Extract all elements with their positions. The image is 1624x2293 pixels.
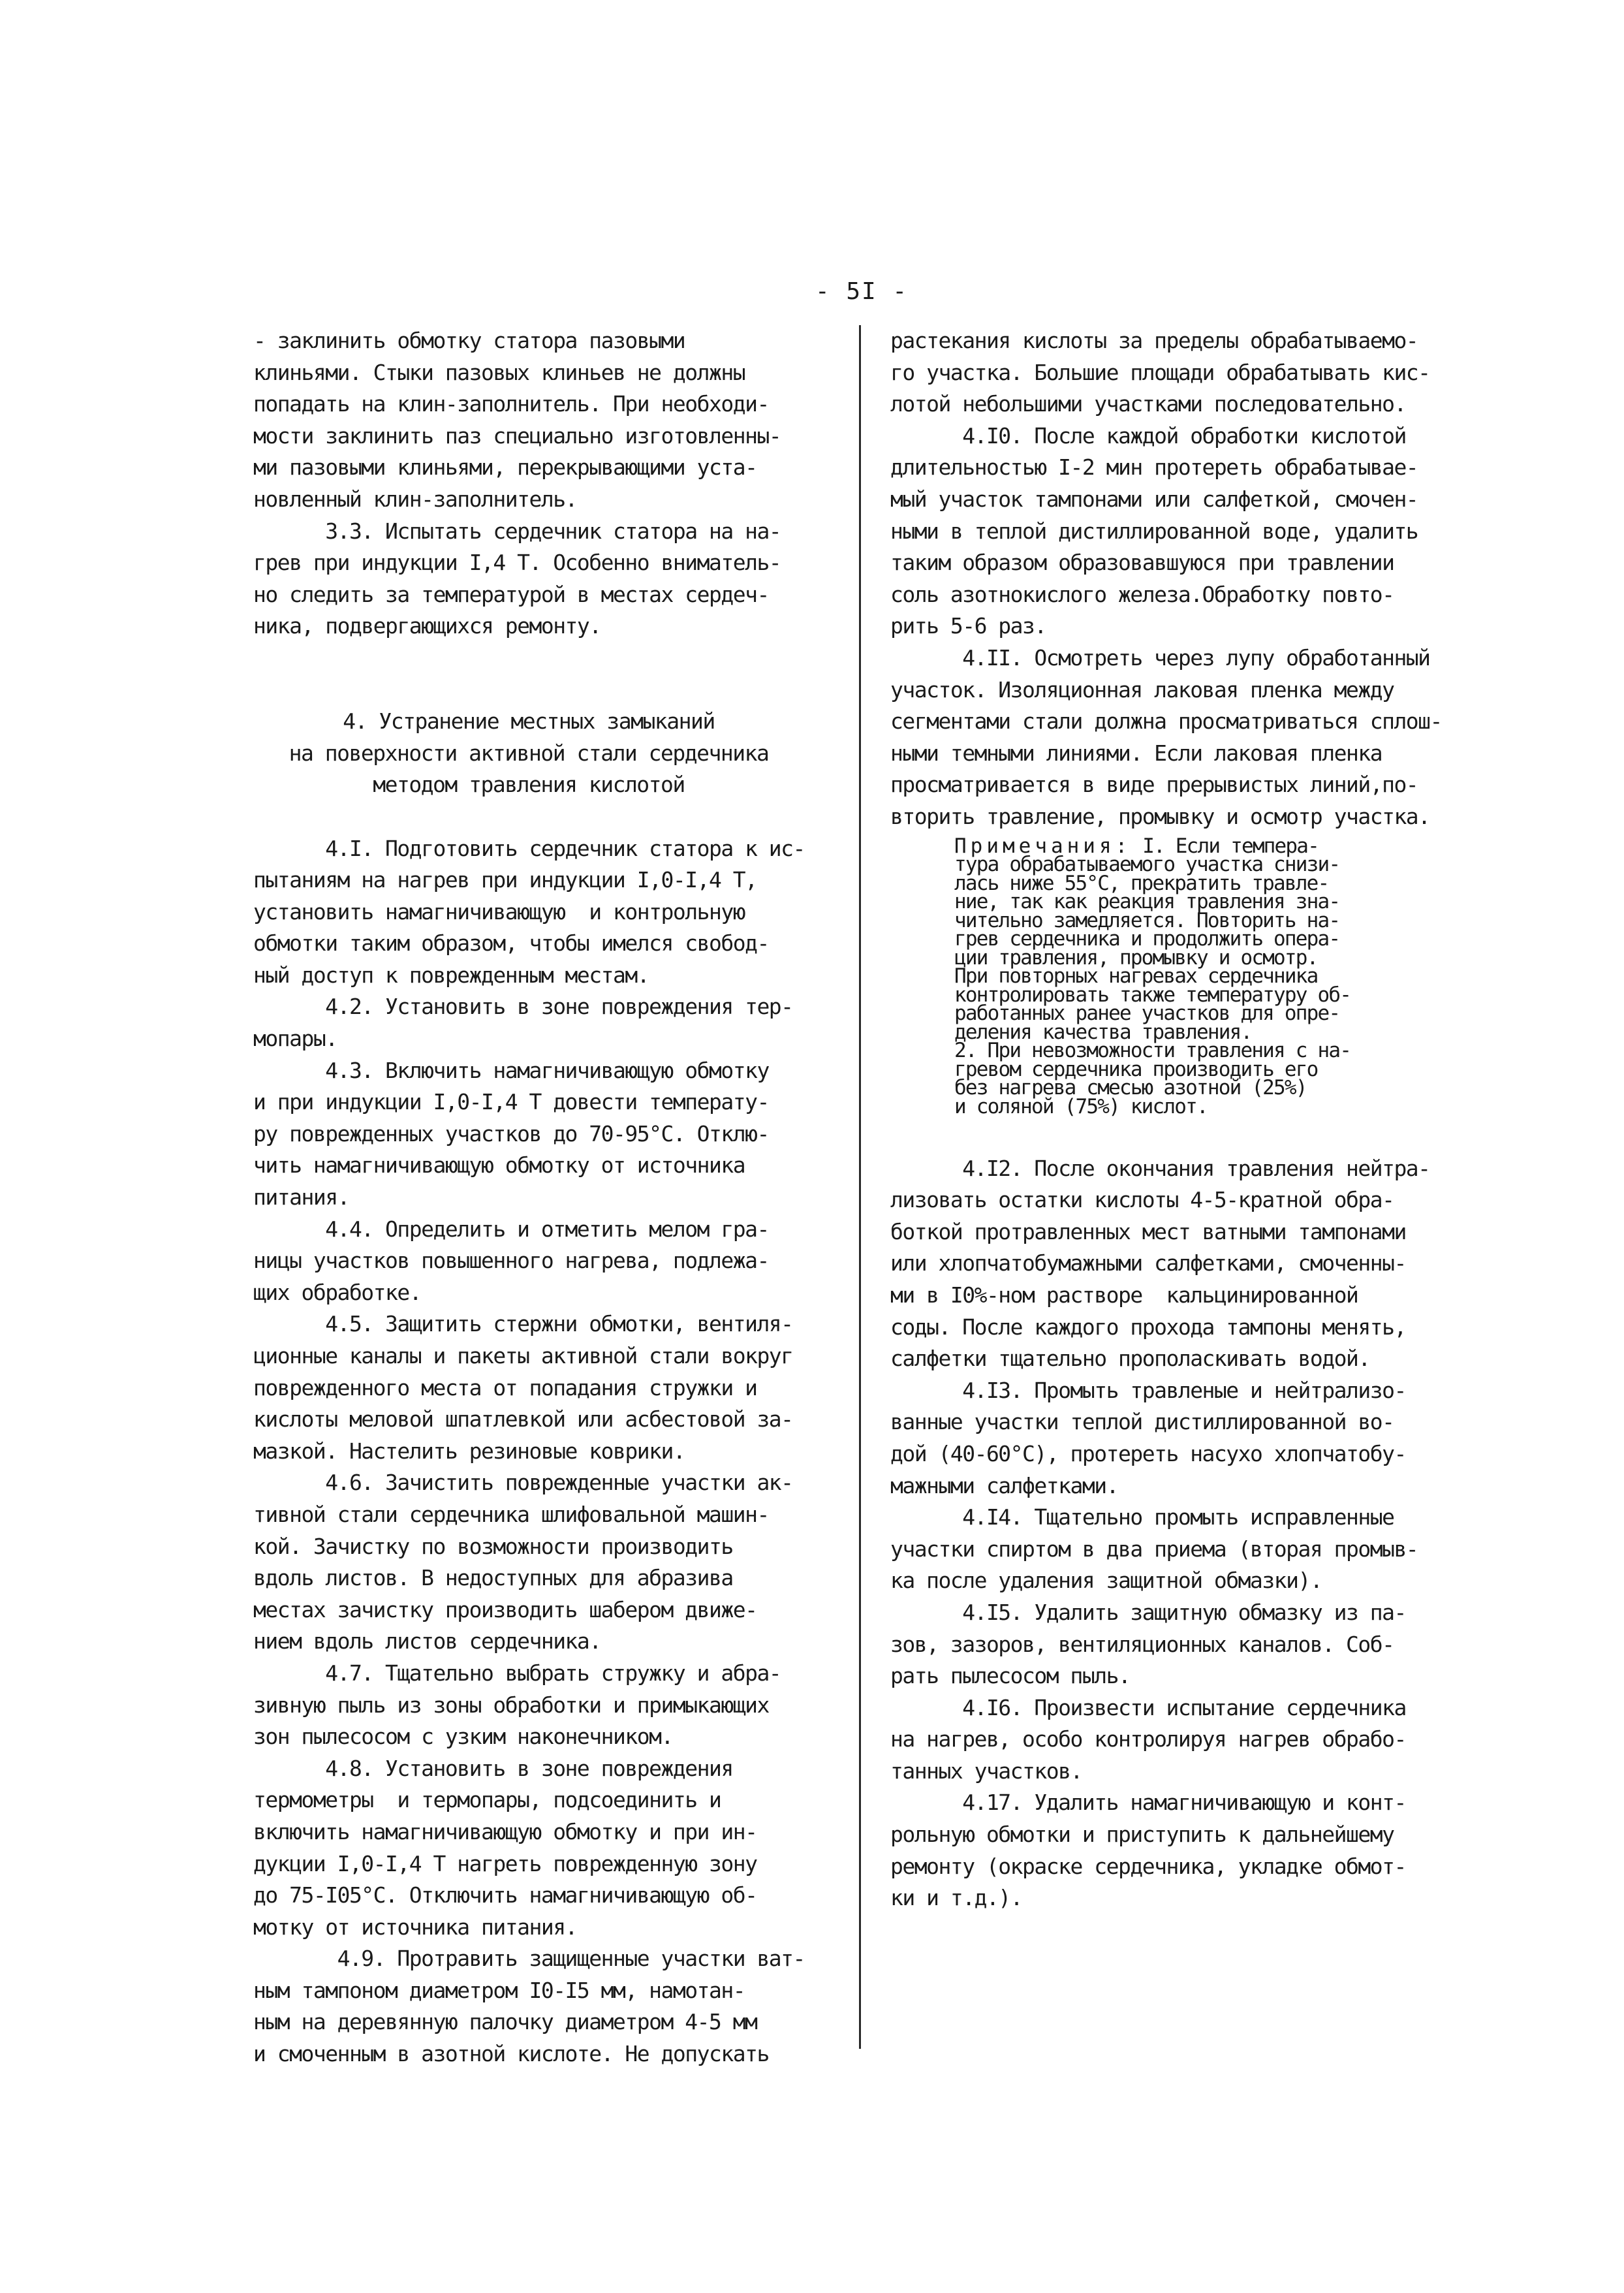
- text-line: клиньями. Стыки пазовых клиньев не должны: [253, 359, 745, 385]
- text-line: нием вдоль листов сердечника.: [253, 1628, 601, 1654]
- spacer: [253, 642, 828, 674]
- text-line: 4.3. Включить намагничивающую обмотку: [253, 1057, 769, 1083]
- paragraph-4-4: [253, 1214, 828, 1309]
- text-line: щих обработке.: [253, 1279, 422, 1305]
- text-line: деления качества травления.: [954, 1020, 1252, 1044]
- text-line: питания.: [253, 1184, 349, 1210]
- text-line: термометры и термопары, подсоединить и: [253, 1787, 721, 1813]
- note-first-line: I. Если темпера-: [1142, 834, 1319, 858]
- text-line: 4.9. Протравить защищенные участки ват-: [253, 1946, 805, 1972]
- text-line: гревом сердечника производить его: [954, 1057, 1318, 1081]
- paragraph-4-15: [890, 1597, 1478, 1692]
- paragraph-4-12: [890, 1153, 1478, 1375]
- text-line: ванные участки теплой дистиллированной во-: [890, 1409, 1394, 1435]
- paragraph-continued: [890, 325, 1478, 420]
- text-line: ка после удаления защитной обмазки).: [890, 1568, 1322, 1594]
- text-line: таким образом образовавшуюся при травлении: [890, 550, 1394, 576]
- text-line: но следить за температурой в местах сердеч-: [253, 581, 769, 607]
- paragraph-4-9: [253, 1943, 828, 2070]
- text-line: ным на деревянную палочку диаметром 4-5 мм: [253, 2009, 757, 2035]
- text-line: ника, подвергающихся ремонту.: [253, 613, 601, 639]
- text-line: мазкой. Настелить резиновые коврики.: [253, 1438, 685, 1464]
- text-line: При повторных нагревах сердечника: [954, 964, 1318, 988]
- text-line: дукции I,0-I,4 Т нагреть поврежденную зону: [253, 1850, 757, 1876]
- text-line: 4.17. Удалить намагничивающую и конт-: [890, 1790, 1406, 1816]
- text-line: грев при индукции I,4 Т. Особенно вниматель-: [253, 550, 781, 576]
- text-line: зон пылесосом с узким наконечником.: [253, 1724, 673, 1750]
- text-line: 4.I6. Произвести испытание сердечника: [890, 1694, 1406, 1720]
- text-line: 4.8. Установить в зоне повреждения: [253, 1755, 733, 1781]
- text-line: попадать на клин-заполнитель. При необходи-: [253, 391, 769, 417]
- text-line: кислоты меловой шпатлевкой или асбестовой за-: [253, 1406, 793, 1432]
- text-line: грев сердечника и продолжить опера-: [954, 927, 1340, 951]
- text-line: пытаниям на нагрев при индукции I,0-I,4 Т,: [253, 867, 757, 893]
- text-line: длительностью I-2 мин протереть обрабатывае-: [890, 454, 1418, 481]
- text-line: местах зачистку производить шабером движе-: [253, 1596, 757, 1622]
- text-line: участки спиртом в два приема (вторая промыв-: [890, 1536, 1418, 1562]
- text-line: тура обрабатываемого участка снизи-: [954, 853, 1340, 876]
- text-line: новленный клин-заполнитель.: [253, 486, 577, 512]
- text-line: 4.I5. Удалить защитную обмазку из па-: [890, 1599, 1406, 1625]
- text-line: 4.7. Тщательно выбрать стружку и абра-: [253, 1660, 781, 1686]
- text-line: просматривается в виде прерывистых линий,по-: [890, 772, 1418, 798]
- text-line: или хлопчатобумажными салфетками, смоченны-: [890, 1250, 1406, 1276]
- text-line: ми в I0%-ном растворе кальцинированной: [890, 1282, 1358, 1308]
- text-line: 4.I2. После окончания травления нейтра-: [890, 1155, 1430, 1181]
- text-line: рольную обмотки и приступить к дальнейшему: [890, 1822, 1394, 1848]
- text-line: ми пазовыми клиньями, перекрывающими уста-: [253, 454, 757, 481]
- text-line: обмотки таким образом, чтобы имелся свобод-: [253, 930, 769, 957]
- text-line: зов, зазоров, вентиляционных каналов. Соб-: [890, 1631, 1394, 1657]
- text-line: растекания кислоты за пределы обрабатываемо-: [890, 328, 1418, 353]
- text-line: ным тампоном диаметром I0-I5 мм, намотан-: [253, 1977, 745, 2003]
- text-line: ницы участков повышенного нагрева, подлежа-: [253, 1248, 769, 1274]
- text-line: лась ниже 55°С, прекратить травле-: [954, 871, 1329, 895]
- text-line: ремонту (окраске сердечника, укладке обмот-: [890, 1853, 1406, 1879]
- text-line: лизовать остатки кислоты 4-5-кратной обра-: [890, 1187, 1394, 1213]
- text-line: поврежденного места от попадания стружки и: [253, 1374, 757, 1400]
- text-line: 4.4. Определить и отметить мелом гра-: [253, 1216, 769, 1242]
- text-line: тивной стали сердечника шлифовальной машин-: [253, 1501, 769, 1527]
- text-line: на нагрев, особо контролируя нагрев обрабо-: [890, 1726, 1406, 1752]
- right-column: [890, 325, 1478, 1914]
- text-line: 4.6. Зачистить поврежденные участки ак-: [253, 1470, 793, 1496]
- text-line: вторить травление, промывку и осмотр участка.: [890, 803, 1430, 829]
- text-line: сегментами стали должна просматриваться сплош-: [890, 708, 1442, 735]
- left-column: [253, 325, 828, 2070]
- page-number: - 5I -: [815, 278, 909, 305]
- text-line: 4.I0. После каждой обработки кислотой: [890, 422, 1406, 449]
- text-line: 4.I4. Тщательно промыть исправленные: [890, 1504, 1394, 1530]
- paragraph-4-17: [890, 1787, 1478, 1914]
- text-line: работанных ранее участков для опре-: [954, 1002, 1340, 1025]
- note-block: [954, 834, 1478, 1118]
- paragraph-4-5: [253, 1308, 828, 1467]
- text-line: дой (40-60°С), протереть насухо хлопчатобу-: [890, 1440, 1406, 1466]
- text-line: до 75-I05°С. Отключить намагничивающую об-: [253, 1882, 757, 1908]
- text-line: салфетки тщательно прополаскивать водой.: [890, 1346, 1370, 1372]
- text-line: рать пылесосом пыль.: [890, 1663, 1131, 1689]
- text-line: на поверхности активной стали сердечника: [289, 740, 769, 766]
- text-line: боткой протравленных мест ватными тампонами: [890, 1218, 1406, 1244]
- text-line: контролировать также температуру об-: [954, 983, 1351, 1007]
- text-line: установить намагничивающую и контрольную: [253, 898, 745, 925]
- text-line: рить 5-6 раз.: [890, 613, 1046, 639]
- text-line: 3.3. Испытать сердечник статора на на-: [253, 518, 781, 544]
- text-line: мый участок тампонами или салфеткой, смочен-: [890, 486, 1418, 512]
- text-line: соды. После каждого прохода тампоны менять,: [890, 1314, 1406, 1340]
- text-line: и смоченным в азотной кислоте. Не допускать: [253, 2041, 769, 2067]
- text-line: ными темными линиями. Если лаковая пленка: [890, 740, 1382, 766]
- text-line: 4.II. Осмотреть через лупу обработанный: [890, 644, 1430, 671]
- text-line: методом травления кислотой: [373, 772, 685, 798]
- text-line: мотку от источника питания.: [253, 1914, 577, 1940]
- text-line: соль азотнокислого железа.Обработку повто-: [890, 581, 1394, 607]
- paragraph-4-16: [890, 1692, 1478, 1788]
- note-lines: [954, 855, 1478, 1116]
- text-line: зивную пыль из зоны обработки и примыкающих: [253, 1692, 769, 1718]
- paragraph-4-1: [253, 833, 828, 992]
- text-line: мости заклинить паз специально изготовленны-: [253, 422, 781, 449]
- paragraph-4-11: [890, 642, 1478, 833]
- text-line: включить намагничивающую обмотку и при ин-: [253, 1818, 757, 1844]
- text-line: вдоль листов. В недоступных для абразива: [253, 1565, 733, 1591]
- text-line: участок. Изоляционная лаковая пленка между: [890, 676, 1394, 703]
- spacer: [253, 674, 828, 706]
- text-line: ки и т.д.).: [890, 1885, 1023, 1911]
- text-line: ру поврежденных участков до 70-95°С. Отклю-: [253, 1120, 769, 1146]
- text-line: 2. При невозможности травления с на-: [954, 1039, 1351, 1062]
- paragraph-intro: [253, 325, 828, 516]
- text-line: и при индукции I,0-I,4 Т довести температу-: [253, 1089, 769, 1115]
- section-heading: [253, 706, 828, 801]
- text-line: чительно замедляется. Повторить на-: [954, 908, 1340, 932]
- paragraph-4-6: [253, 1467, 828, 1658]
- text-line: чить намагничивающую обмотку от источника: [253, 1152, 745, 1178]
- paragraph-4-14: [890, 1502, 1478, 1597]
- paragraph-4-7: [253, 1658, 828, 1753]
- text-line: ными в теплой дистиллированной воде, удалить: [890, 518, 1418, 544]
- paragraph-4-13: [890, 1375, 1478, 1502]
- paragraph-3-3: [253, 516, 828, 642]
- text-line: ционные каналы и пакеты активной стали вокруг: [253, 1343, 793, 1368]
- column-divider: [859, 325, 861, 2049]
- text-line: го участка. Большие площади обрабатывать кис-: [890, 359, 1430, 385]
- text-line: и соляной (75%) кислот.: [954, 1094, 1208, 1118]
- text-line: ние, так как реакция травления зна-: [954, 890, 1340, 913]
- text-line: 4.I. Подготовить сердечник статора к ис-: [253, 835, 805, 861]
- paragraph-4-2: [253, 991, 828, 1054]
- spacer: [253, 801, 828, 833]
- text-line: без нагрева смесью азотной (25%): [954, 1076, 1307, 1099]
- text-line: мажными салфетками.: [890, 1472, 1118, 1498]
- text-line: лотой небольшими участками последовательно.: [890, 391, 1406, 417]
- text-line: 4.5. Защитить стержни обмотки, вентиля-: [253, 1311, 793, 1337]
- spacer: [890, 1121, 1478, 1153]
- text-line: - заклинить обмотку статора пазовыми: [253, 328, 685, 353]
- text-line: 4.2. Установить в зоне повреждения тер-: [253, 994, 793, 1020]
- paragraph-4-3: [253, 1055, 828, 1214]
- note-label: Примечания:: [954, 834, 1132, 858]
- text-line: 4.I3. Промыть травленые и нейтрализо-: [890, 1377, 1406, 1403]
- text-line: танных участков.: [890, 1758, 1082, 1784]
- text-line: кой. Зачистку по возможности производить: [253, 1533, 733, 1559]
- text-line: ный доступ к поврежденным местам.: [253, 962, 649, 988]
- text-line: мопары.: [253, 1026, 337, 1052]
- paragraph-4-10: [890, 420, 1478, 642]
- text-line: ции травления, промывку и осмотр.: [954, 945, 1318, 970]
- text-line: 4. Устранение местных замыканий: [343, 708, 715, 735]
- paragraph-4-8: [253, 1753, 828, 1944]
